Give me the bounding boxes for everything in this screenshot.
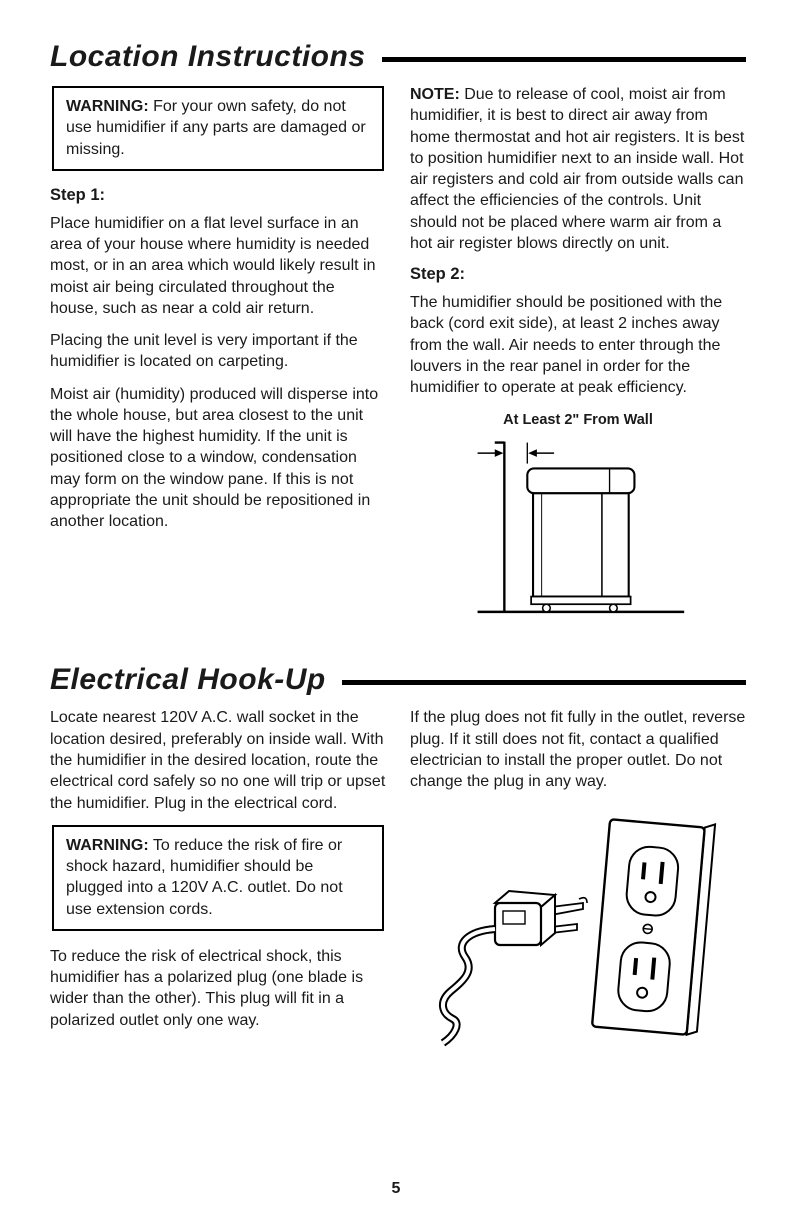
electrical-paragraph-2: To reduce the risk of electrical shock, this humidifier has a polarized plug (one blade is wider than the other). This plug will fit in a polarized outlet only one way. bbox=[50, 947, 364, 1029]
note-paragraph bbox=[410, 84, 746, 254]
step1-paragraph-2: Placing the unit level is very important if the humidifier is located on carpeting. bbox=[50, 332, 358, 371]
location-right-column bbox=[410, 84, 746, 637]
electrical-warning-text bbox=[66, 835, 370, 920]
outlet-plate bbox=[592, 815, 715, 1035]
warning-label: WARNING: bbox=[66, 98, 149, 115]
step2-paragraph-1: The humidifier should be positioned with the back (cord exit side), at least 2 inches away from the wall. Air needs to enter through the louvers in the rear panel in order for the humidifier to operate at peak efficiency. bbox=[410, 294, 723, 397]
electrical-right-column bbox=[410, 707, 746, 1061]
note-label: NOTE: bbox=[410, 86, 460, 103]
electrical-warning-box bbox=[52, 825, 384, 931]
heading-rule bbox=[342, 680, 746, 685]
step1-paragraph-1: Place humidifier on a flat level surface in an area of your house where humidity is needed most, or in an area which would likely result in moist air being circulated throughout the house, such as near a cold air return. bbox=[50, 214, 376, 317]
heading-rule bbox=[382, 57, 746, 62]
electrical-paragraph-3: If the plug does not fit fully in the outlet, reverse plug. If it still does not fit, contact a qualified electrician to install the proper outlet. Do not change the plug in any way. bbox=[410, 709, 746, 791]
electrical-section-heading bbox=[50, 663, 746, 697]
location-section-heading bbox=[50, 40, 746, 74]
humidifier-wall-illustration bbox=[468, 432, 688, 632]
warning-body: For your own safety, do not use humidifier if any parts are damaged or missing. bbox=[66, 98, 366, 158]
polarized-plug bbox=[443, 891, 587, 1043]
location-left-column bbox=[50, 84, 386, 637]
step2-heading: Step 2: bbox=[410, 265, 466, 284]
electrical-left-column bbox=[50, 707, 386, 1061]
wall-clearance-diagram bbox=[410, 412, 746, 637]
safety-warning-box bbox=[52, 86, 384, 171]
plug-outlet-diagram bbox=[410, 807, 746, 1062]
humidifier-body bbox=[527, 469, 634, 612]
warning-label: WARNING: bbox=[66, 836, 149, 854]
measurement-arrows bbox=[478, 443, 555, 464]
safety-warning-text bbox=[66, 96, 370, 160]
electrical-paragraph-1: Locate nearest 120V A.C. wall socket in the location desired, preferably on inside wall. With the humidifier in the desired location, route the electrical cord safely so no one will trip or upset the humidifier. Plug in the electrical cord. bbox=[50, 709, 386, 812]
page-number: 5 bbox=[391, 1180, 401, 1197]
electrical-section bbox=[50, 663, 746, 1061]
electrical-section-title: Electrical Hook-Up bbox=[50, 663, 326, 697]
warning-body: To reduce the risk of fire or shock hazard, humidifier should be plugged into a 120V A.C. outlet. Do not use extension cords. bbox=[66, 836, 343, 918]
location-columns bbox=[50, 84, 746, 637]
step1-heading: Step 1: bbox=[50, 185, 106, 204]
location-section-title: Location Instructions bbox=[50, 40, 366, 73]
step1-paragraph-3: Moist air (humidity) produced will disperse into the whole house, but area closest to the unit will have the highest humidity. If the unit is positioned close to a window, condensation may form on the window pane. If this is not appropriate the unit should be repositioned in another location. bbox=[50, 385, 379, 531]
wall-clearance-caption: At Least 2" From Wall bbox=[503, 412, 653, 429]
electrical-columns bbox=[50, 707, 746, 1061]
plug-outlet-illustration bbox=[433, 807, 723, 1057]
note-body: Due to release of cool, moist air from humidifier, it is best to direct air away from home thermostat and hot air registers. It is best to position humidifier next to an inside wall. Hot air registers and cold air from outside walls can affect the efficiencies of the controls. Unit should not be placed where warm air from a hot air register blows directly on unit. bbox=[410, 86, 745, 252]
